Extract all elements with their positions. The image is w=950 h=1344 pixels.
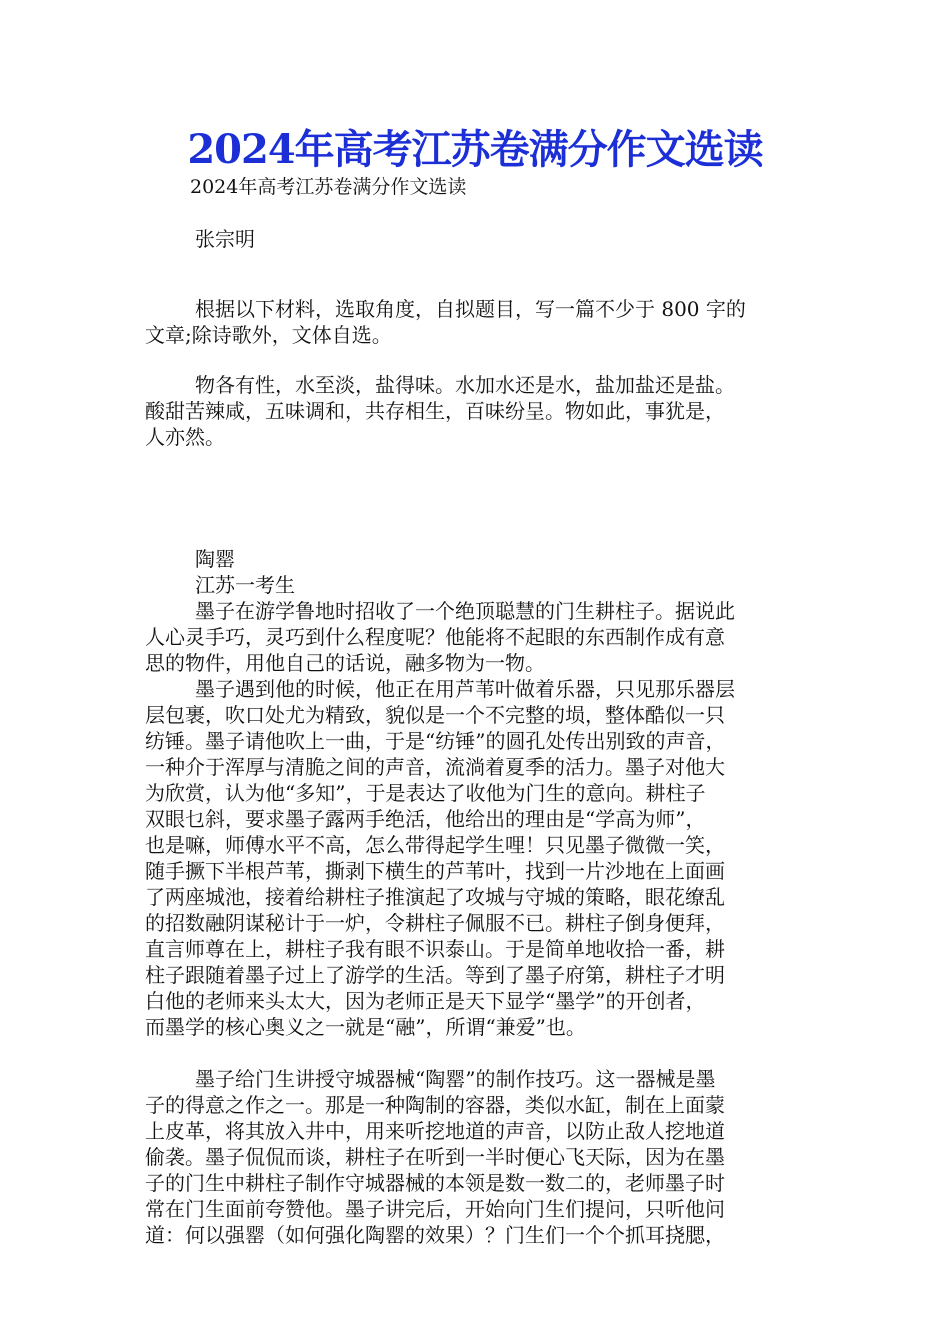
paragraph-line: 纺锤。墨子请他吹上一曲，于是“纺锤”的圆孔处传出别致的声音，: [145, 729, 726, 753]
paragraph-line: 随手撅下半根芦苇，撕剥下横生的芦苇叶，找到一片沙地在上面画: [145, 859, 725, 883]
paragraph-line: 双眼乜斜，要求墨子露两手绝活，他给出的理由是“学高为师”，: [145, 807, 706, 831]
paragraph-line: 也是嘛，师傅水平不高，怎么带得起学生哩！只见墨子微微一笑，: [145, 833, 725, 857]
material-line: 物各有性，水至淡，盐得味。水加水还是水，盐加盐还是盐。: [195, 373, 735, 397]
paragraph-line: 而墨学的核心奥义之一就是“融”，所谓“兼爱”也。: [145, 1015, 586, 1039]
paragraph-line: 层包裹，吹口处尤为精致，貌似是一个不完整的埙，整体酷似一只: [145, 703, 725, 727]
paragraph-line: 墨子给门生讲授守城器械“陶罂”的制作技巧。这一器械是墨: [195, 1067, 716, 1091]
paragraph-line: 上皮革，将其放入井中，用来听挖地道的声音，以防止敌人挖地道: [145, 1119, 725, 1143]
paragraph-line: 人心灵手巧，灵巧到什么程度呢？他能将不起眼的东西制作成有意: [145, 625, 725, 649]
material-line: 酸甜苦辣咸，五味调和，共存相生，百味纷呈。物如此，事犹是，: [145, 399, 725, 423]
paragraph-line: 子的门生中耕柱子制作守城器械的本领是数一数二的，老师墨子时: [145, 1171, 725, 1195]
paragraph-line: 为欣赏，认为他“多知”，于是表达了收他为门生的意向。耕柱子: [145, 781, 706, 805]
paragraph-line: 柱子跟随着墨子过上了游学的生活。等到了墨子府第，耕柱子才明: [145, 963, 725, 987]
document-title: 2024年高考江苏卷满分作文选读: [187, 126, 763, 173]
prompt-line: 文章;除诗歌外，文体自选。: [145, 323, 392, 347]
material-line: 人亦然。: [145, 425, 225, 449]
document-subtitle: 2024年高考江苏卷满分作文选读: [190, 176, 467, 198]
paragraph-line: 直言师尊在上，耕柱子我有眼不识泰山。于是简单地收拾一番，耕: [145, 937, 725, 961]
paragraph-line: 的招数融阴谋秘计于一炉，令耕柱子佩服不已。耕柱子倒身便拜，: [145, 911, 725, 935]
paragraph-line: 白他的老师来头太大，因为老师正是天下显学“墨学”的开创者，: [145, 989, 706, 1013]
essay-title: 陶罂: [195, 547, 235, 571]
paragraph-line: 道：何以强罂（如何强化陶罂的效果）？门生们一个个抓耳挠腮，: [145, 1223, 725, 1247]
paragraph-line: 一种介于浑厚与清脆之间的声音，流淌着夏季的活力。墨子对他大: [145, 755, 725, 779]
paragraph-line: 偷袭。墨子侃侃而谈，耕柱子在听到一半时便心飞天际，因为在墨: [145, 1145, 725, 1169]
paragraph-line: 思的物件，用他自己的话说，融多物为一物。: [145, 651, 545, 675]
essay-author: 江苏一考生: [195, 573, 295, 597]
paragraph-line: 了两座城池，接着给耕柱子推演起了攻城与守城的策略，眼花缭乱: [145, 885, 725, 909]
paragraph-line: 子的得意之作之一。那是一种陶制的容器，类似水缸，制在上面蒙: [145, 1093, 725, 1117]
prompt-line: 根据以下材料，选取角度，自拟题目，写一篇不少于 800 字的: [195, 297, 746, 321]
paragraph-line: 墨子在游学鲁地时招收了一个绝顶聪慧的门生耕柱子。据说此: [195, 599, 735, 623]
paragraph-line: 常在门生面前夸赞他。墨子讲完后，开始向门生们提问，只听他问: [145, 1197, 725, 1221]
author-name: 张宗明: [195, 227, 255, 251]
paragraph-line: 墨子遇到他的时候，他正在用芦苇叶做着乐器，只见那乐器层: [195, 677, 735, 701]
